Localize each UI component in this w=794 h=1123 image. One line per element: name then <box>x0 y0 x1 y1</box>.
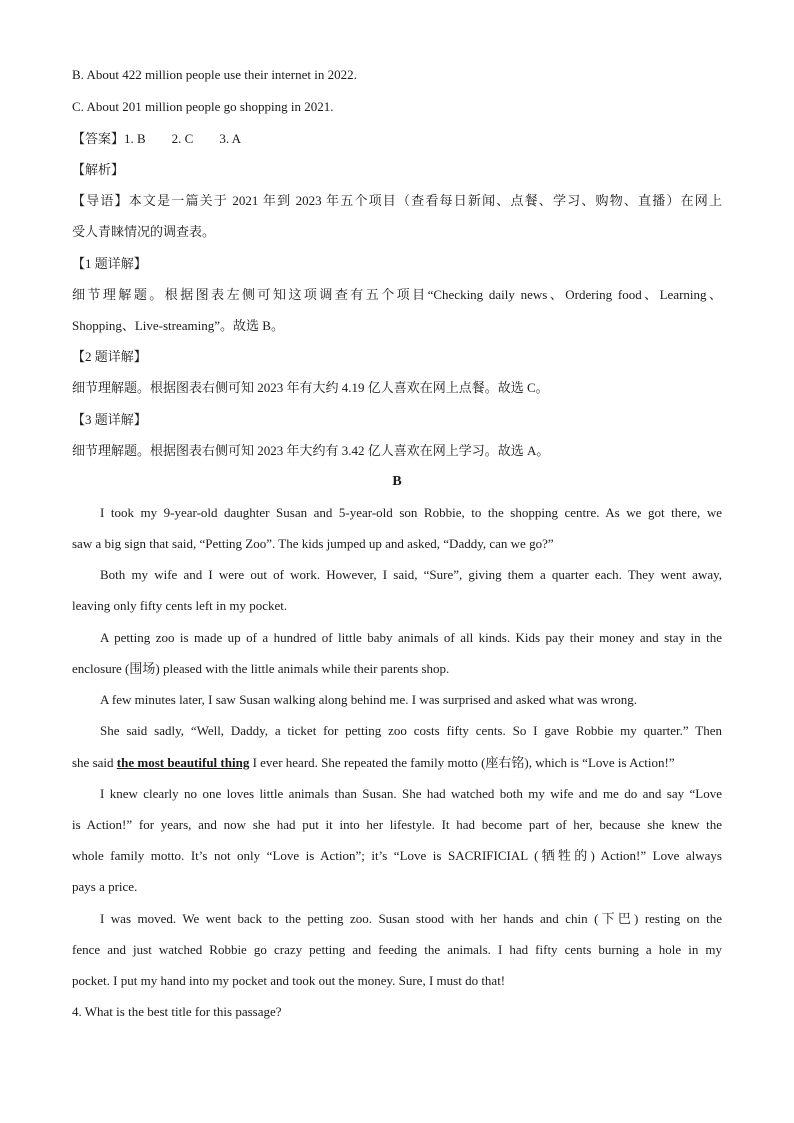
answer-values: 1. B 2. C 3. A <box>124 131 242 146</box>
q1-line-2: Shopping、Live-streaming”。故选 B。 <box>72 318 284 333</box>
option-c: C. About 201 million people go shopping in 2021. <box>72 99 334 114</box>
answer-line <box>72 130 722 148</box>
guide-line-2: 受人青睐情况的调查表。 <box>72 224 216 239</box>
q2-line-1: 细节理解题。根据图表右侧可知 2023 年有大约 4.19 亿人喜欢在网上点餐。故选 C。 <box>72 380 549 395</box>
passage-p5-line-1: She said sadly, “Well, Daddy, a ticket for petting zoo costs fifty cents. So I gave Robbie my quarter.” Then <box>100 723 722 738</box>
passage-p3-line-1: A petting zoo is made up of a hundred of little baby animals of all kinds. Kids pay their money and stay in the <box>100 630 722 645</box>
section-heading-b: B <box>392 474 402 489</box>
passage-p2-line-1: Both my wife and I were out of work. However, I said, “Sure”, giving them a quarter each. They went away, <box>100 567 722 582</box>
passage-p1-line-1: I took my 9-year-old daughter Susan and 5-year-old son Robbie, to the shopping centre. As we got there, we <box>100 505 722 520</box>
passage-p6-line-2: is Action!” for years, and now she had put it into her lifestyle. It had become part of her, because she knew the <box>72 817 722 832</box>
passage-p2-line-2: leaving only fifty cents left in my pocket. <box>72 598 288 613</box>
answer-label: 【答案】 <box>72 131 125 146</box>
passage-p6-line-3: whole family motto. It’s not only “Love is Action”; it’s “Love is SACRIFICIAL (牺牲的) Action!” Love always <box>72 848 722 863</box>
analysis-label: 【解析】 <box>72 162 125 177</box>
q2-heading: 【2 题详解】 <box>72 349 147 364</box>
passage-p7-line-3: pocket. I put my hand into my pocket and took out the money. Sure, I must do that! <box>72 973 506 988</box>
passage-p5-line-2 <box>72 754 722 772</box>
option-b: B. About 422 million people use their internet in 2022. <box>72 67 357 82</box>
passage-p1-line-2: saw a big sign that said, “Petting Zoo”. The kids jumped up and asked, “Daddy, can we go?” <box>72 536 554 551</box>
passage-p6-line-4: pays a price. <box>72 879 138 894</box>
q1-line-1: 细节理解题。根据图表左侧可知这项调查有五个项目“Checking daily news、Ordering food、Learning、 <box>72 287 722 302</box>
passage-p7-line-2: fence and just watched Robbie go crazy petting and feeding the animals. I had fifty cents burning a hole in my <box>72 942 722 957</box>
question-4: 4. What is the best title for this passage? <box>72 1004 282 1019</box>
passage-p5-line-2-start: she said <box>72 755 117 770</box>
highlighted-phrase: the most beautiful thing <box>116 755 250 770</box>
passage-p5-line-2-end: I ever heard. She repeated the family motto (座右铭), which is “Love is Action!” <box>249 755 675 770</box>
passage-p6-line-1: I knew clearly no one loves little animals than Susan. She had watched both my wife and me do and say “Love <box>100 786 722 801</box>
passage-p3-line-2: enclosure (围场) pleased with the little animals while their parents shop. <box>72 661 450 676</box>
guide-line-1: 【导语】本文是一篇关于 2021 年到 2023 年五个项目（查看每日新闻、点餐、学习、购物、直播）在网上 <box>72 193 722 208</box>
passage-p4-line-1: A few minutes later, I saw Susan walking along behind me. I was surprised and asked what was wrong. <box>100 692 638 707</box>
passage-p7-line-1: I was moved. We went back to the petting zoo. Susan stood with her hands and chin (下巴) resting on the <box>100 911 722 926</box>
q1-heading: 【1 题详解】 <box>72 256 147 271</box>
q3-line-1: 细节理解题。根据图表右侧可知 2023 年大约有 3.42 亿人喜欢在网上学习。故选 A。 <box>72 443 550 458</box>
q3-heading: 【3 题详解】 <box>72 412 147 427</box>
